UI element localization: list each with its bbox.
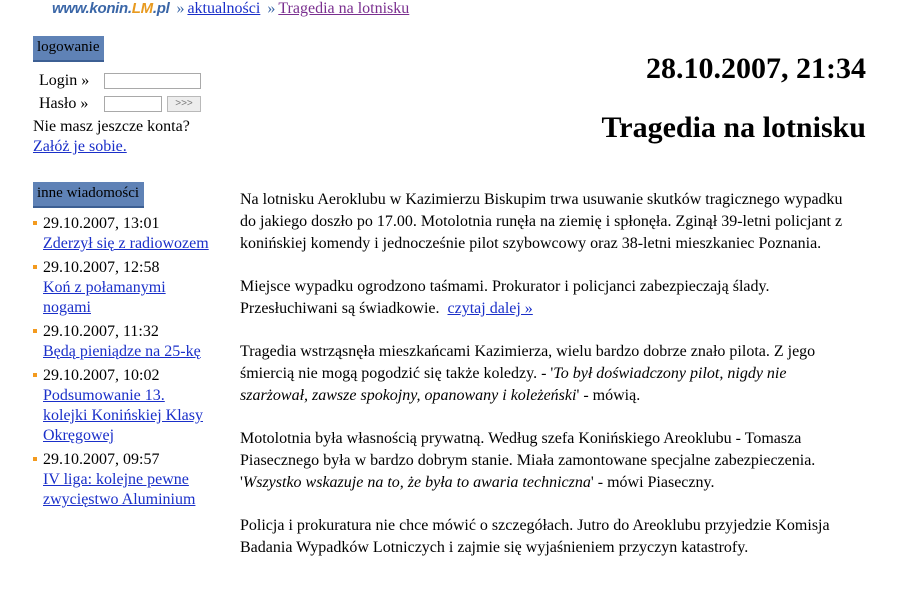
news-date: 29.10.2007, 10:02 xyxy=(43,367,160,384)
password-label: Hasło » xyxy=(39,94,89,112)
other-news-header: inne wiadomości xyxy=(33,182,144,208)
login-submit-button[interactable]: >>> xyxy=(167,96,201,112)
news-item xyxy=(33,366,213,446)
breadcrumb-link-news[interactable]: aktualności xyxy=(187,0,261,17)
news-link[interactable]: Koń z połamanymi nogami xyxy=(43,279,166,316)
news-date: 29.10.2007, 11:32 xyxy=(43,323,159,340)
breadcrumb xyxy=(52,0,409,20)
no-account-text: Nie masz jeszcze konta? xyxy=(33,118,190,135)
news-link[interactable]: Podsumowanie 13. kolejki Konińskiej Klasy Okręgowej xyxy=(43,387,203,444)
breadcrumb-separator: » xyxy=(176,0,185,17)
news-link[interactable]: IV liga: kolejne pewne zwycięstwo Aluminium xyxy=(43,471,196,508)
article-title: Tragedia na lotnisku xyxy=(601,111,866,144)
bullet-icon xyxy=(33,373,37,377)
breadcrumb-separator: » xyxy=(267,0,276,17)
other-news-list xyxy=(33,214,213,510)
site-logo[interactable]: www.konin.LM.pl xyxy=(52,0,170,17)
news-item xyxy=(33,214,213,254)
login-label: Login » xyxy=(39,71,90,89)
password-input[interactable] xyxy=(104,96,162,112)
bullet-icon xyxy=(33,329,37,333)
quote: Wszystko wskazuje na to, że była to awaria techniczna xyxy=(242,474,591,491)
breadcrumb-link-article[interactable]: Tragedia na lotnisku xyxy=(278,0,410,17)
read-more-link[interactable]: czytaj dalej » xyxy=(447,300,533,317)
bullet-icon xyxy=(33,221,37,225)
login-input[interactable] xyxy=(104,73,201,89)
article-body xyxy=(240,189,855,580)
news-date: 29.10.2007, 12:58 xyxy=(43,259,160,276)
news-item xyxy=(33,322,213,362)
article-paragraph: Miejsce wypadku ogrodzono taśmami. Prokurator i policjanci zabezpieczają ślady. Przesłuchiwani są świadkowie. czytaj dalej » xyxy=(240,278,770,317)
login-header: logowanie xyxy=(33,36,104,62)
sidebar xyxy=(33,36,213,514)
bullet-icon xyxy=(33,265,37,269)
news-date: 29.10.2007, 13:01 xyxy=(43,215,160,232)
quote: To był doświadczony pilot, nigdy nie szarżował, zawsze spokojny, opanowany i koleżeński xyxy=(240,365,787,404)
news-item xyxy=(33,258,213,318)
login-form xyxy=(33,69,213,157)
article-datetime: 28.10.2007, 21:34 xyxy=(646,52,866,85)
article-paragraph: Motolotnia była własnością prywatną. Według szefa Konińskiego Areoklubu - Tomasza Piasecznego była w bardzo dobrym stanie. Miała zamontowane specjalne zabezpieczenia. 'Wszystko wskazuje na to, że była to awaria techniczna' - mówi Piaseczny. xyxy=(240,430,816,491)
bullet-icon xyxy=(33,457,37,461)
news-link[interactable]: Będą pieniądze na 25-kę xyxy=(43,343,201,360)
register-link[interactable]: Załóż je sobie. xyxy=(33,138,127,155)
article-paragraph: Policja i prokuratura nie chce mówić o szczegółach. Jutro do Areoklubu przyjedzie Komisja Badania Wypadków Lotniczych i zajmie się wyjaśnieniem przyczyn katastrofy. xyxy=(240,517,830,556)
article-paragraph: Na lotnisku Aeroklubu w Kazimierzu Biskupim trwa usuwanie skutków tragicznego wypadku do jakiego doszło po 17.00. Motolotnia runęła na ziemię i spłonęła. Zginął 39-letni policjant z konińskiej komendy i jednocześnie pilot szybowcowy oraz 38-letni mieszkaniec Poznania. xyxy=(240,191,843,252)
news-link[interactable]: Zderzył się z radiowozem xyxy=(43,235,209,252)
news-date: 29.10.2007, 09:57 xyxy=(43,451,160,468)
news-item xyxy=(33,450,213,510)
article-paragraph: Tragedia wstrząsnęła mieszkańcami Kazimierza, wielu bardzo dobrze znało pilota. Z jego śmiercią nie mogą pogodzić się także koledzy. - 'To był doświadczony pilot, nigdy nie szarżował, zawsze spokojny, opanowany i koleżeński' - mówią. xyxy=(240,343,816,404)
